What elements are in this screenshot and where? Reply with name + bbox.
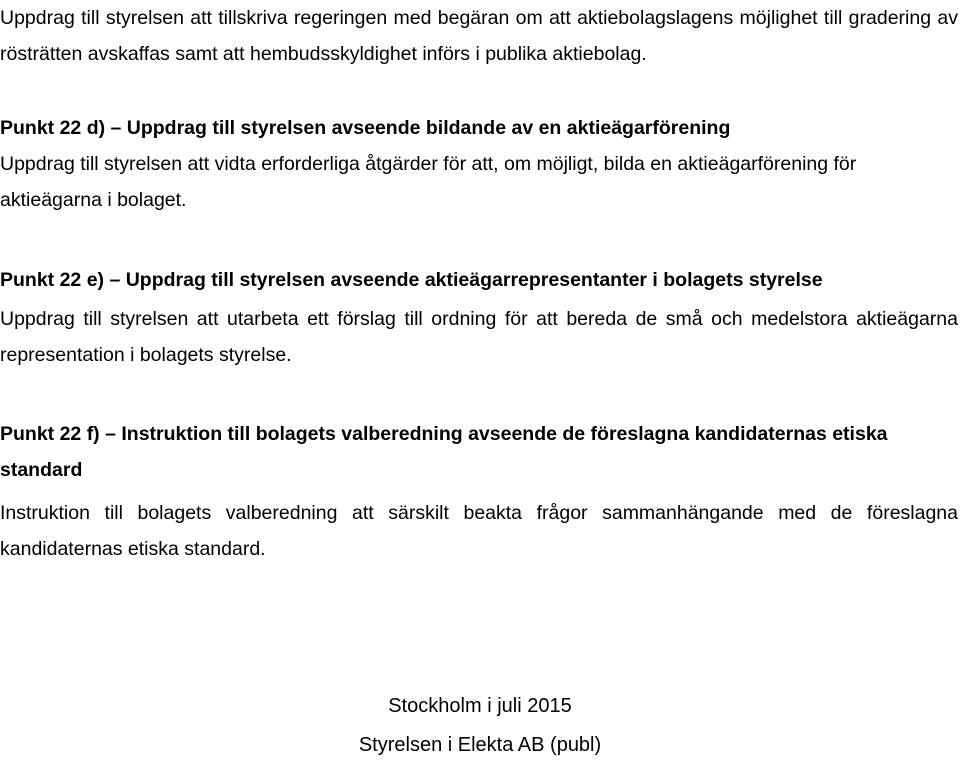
section-body-22e: Uppdrag till styrelsen att utarbeta ett förslag till ordning för att bereda de små och medelstora aktieägarna representation i bolagets styrelse.: [0, 308, 958, 366]
section-body-22f: Instruktion till bolagets valberedning att särskilt beakta frågor sammanhängande med de föreslagna kandidaternas etiska standard.: [0, 502, 958, 560]
closing-place-date: Stockholm i juli 2015: [388, 695, 572, 717]
section-heading-22f: Punkt 22 f) – Instruktion till bolagets valberedning avseende de föreslagna kandidaternas etiska standard: [0, 423, 888, 481]
closing-signature: Styrelsen i Elekta AB (publ): [358, 734, 602, 756]
section-heading-22d: Punkt 22 d) – Uppdrag till styrelsen avseende bildande av en aktieägarförening: [0, 117, 731, 139]
intro-paragraph: Uppdrag till styrelsen att tillskriva regeringen med begäran om att aktiebolagslagens möjlighet till gradering av rösträtten avskaffas samt att hembudsskyldighet införs i publika aktiebolag.: [0, 7, 958, 65]
section-body-22d: Uppdrag till styrelsen att vidta erforderliga åtgärder för att, om möjligt, bilda en aktieägarförening för aktieägarna i bolaget.: [0, 153, 857, 211]
section-heading-22e: Punkt 22 e) – Uppdrag till styrelsen avseende aktieägarrepresentanter i bolagets styrelse: [0, 269, 823, 291]
